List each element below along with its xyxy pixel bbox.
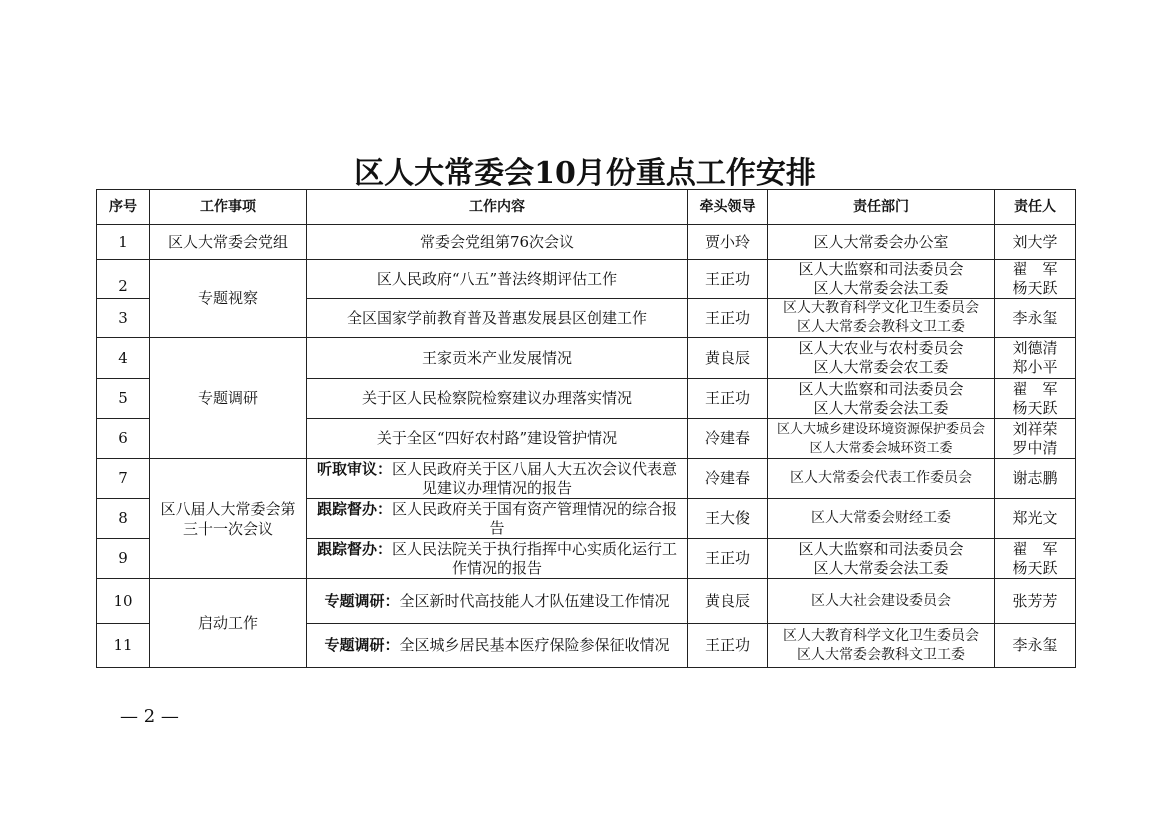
header-dept: 责任部门	[768, 190, 995, 225]
person-line: 刘德清	[1012, 339, 1058, 357]
row-dept	[768, 225, 995, 260]
row-person	[995, 260, 1076, 299]
row-leader: 冷建春	[688, 459, 768, 499]
table-row	[97, 459, 1076, 499]
row-person	[995, 539, 1076, 579]
dept-line: 区人大城乡建设环境资源保护委员会	[776, 421, 985, 437]
row-content-tag: 专题调研：	[324, 636, 400, 654]
person-line: 张芳芳	[1012, 591, 1058, 610]
work-plan-table	[96, 189, 1076, 668]
page-number: — 2 —	[120, 706, 179, 727]
person-line: 杨天跃	[1012, 398, 1058, 417]
row-content-text: 全区城乡居民基本医疗保险参保征收情况	[399, 636, 670, 654]
row-content	[307, 459, 688, 499]
row-no: 11	[97, 624, 150, 668]
row-item-text: 区八届人大常委会第三十一次会议	[160, 499, 296, 538]
row-no: 9	[97, 539, 150, 579]
person-line: 谢志鹏	[1012, 469, 1058, 487]
row-content-text: 全区新时代高技能人才队伍建设工作情况	[399, 591, 670, 610]
row-person	[995, 579, 1076, 624]
table-row	[97, 260, 1076, 299]
row-dept	[768, 539, 995, 579]
row-leader: 黄良辰	[688, 338, 768, 379]
row-content-text: 区人民政府“八五”普法终期评估工作	[376, 269, 618, 288]
row-person	[995, 459, 1076, 499]
dept-line: 区人大教育科学文化卫生委员会	[783, 627, 979, 644]
row-content	[307, 260, 688, 299]
person-line: 罗中清	[1012, 438, 1058, 457]
row-person	[995, 624, 1076, 668]
table-row	[97, 225, 1076, 260]
dept-line: 区人大常委会财经工委	[811, 510, 951, 526]
row-no: 4	[97, 338, 150, 379]
row-no: 2	[97, 260, 150, 299]
row-dept	[768, 419, 995, 459]
header-leader: 牵头领导	[688, 190, 768, 225]
header-item: 工作事项	[150, 190, 307, 225]
person-line: 郑光文	[1012, 509, 1058, 527]
header-content: 工作内容	[307, 190, 688, 225]
row-person	[995, 225, 1076, 260]
row-content-text: 区人民政府关于国有资产管理情况的综合报告	[392, 499, 678, 537]
row-no: 7	[97, 459, 150, 499]
row-person	[995, 499, 1076, 539]
row-content-text: 全区国家学前教育普及普惠发展县区创建工作	[346, 308, 647, 327]
row-no: 3	[97, 299, 150, 338]
person-line: 杨天跃	[1012, 558, 1058, 577]
row-person	[995, 379, 1076, 419]
row-dept	[768, 499, 995, 539]
row-item	[150, 459, 307, 579]
header-person: 责任人	[995, 190, 1076, 225]
row-leader: 王正功	[688, 539, 768, 579]
dept-line: 区人大监察和司法委员会	[798, 260, 964, 278]
person-line: 郑小平	[1012, 358, 1058, 376]
row-leader: 王正功	[688, 299, 768, 338]
row-content	[307, 299, 688, 338]
person-line: 翟 军	[1012, 260, 1058, 278]
row-leader: 王正功	[688, 260, 768, 299]
row-no: 1	[97, 225, 150, 260]
row-leader: 贾小玲	[688, 225, 768, 260]
row-no: 8	[97, 499, 150, 539]
row-content	[307, 338, 688, 379]
person-line: 李永玺	[1012, 636, 1058, 654]
row-dept	[768, 260, 995, 299]
row-content-text: 区人民法院关于执行指挥中心实质化运行工作情况的报告	[392, 539, 678, 577]
table-header-row	[97, 190, 1076, 225]
row-leader: 黄良辰	[688, 579, 768, 624]
header-no: 序号	[97, 190, 150, 225]
row-content	[307, 379, 688, 419]
row-content-tag: 听取审议：	[316, 459, 392, 478]
dept-line: 区人大常委会法工委	[813, 558, 949, 577]
dept-line: 区人大常委会农工委	[813, 358, 949, 376]
row-leader: 王大俊	[688, 499, 768, 539]
row-item: 专题视察	[150, 260, 307, 338]
dept-line: 区人大常委会法工委	[813, 279, 949, 297]
row-content	[307, 624, 688, 668]
table-row	[97, 579, 1076, 624]
row-content-tag: 跟踪督办：	[316, 539, 392, 558]
row-content-text: 关于全区“四好农村路”建设管护情况	[376, 429, 618, 447]
row-no: 6	[97, 419, 150, 459]
document-title: 区人大常委会10月份重点工作安排	[354, 156, 816, 191]
row-content-text: 常委会党组第76次会议	[419, 232, 575, 251]
row-dept	[768, 624, 995, 668]
row-leader: 王正功	[688, 624, 768, 668]
person-line: 刘大学	[1012, 232, 1058, 251]
row-item: 区人大常委会党组	[150, 225, 307, 260]
row-content	[307, 539, 688, 579]
dept-line: 区人大常委会法工委	[813, 398, 949, 417]
row-leader: 王正功	[688, 379, 768, 419]
row-content	[307, 579, 688, 624]
row-person	[995, 299, 1076, 338]
row-dept	[768, 299, 995, 338]
dept-line: 区人大监察和司法委员会	[798, 539, 964, 558]
dept-line: 区人大教育科学文化卫生委员会	[783, 300, 979, 316]
row-content-text: 区人民政府关于区八届人大五次会议代表意见建议办理情况的报告	[392, 459, 678, 497]
dept-line: 区人大常委会办公室	[813, 232, 949, 251]
row-no: 10	[97, 579, 150, 624]
dept-line: 区人大监察和司法委员会	[798, 379, 964, 398]
row-dept	[768, 459, 995, 499]
row-content	[307, 419, 688, 459]
row-dept	[768, 338, 995, 379]
person-line: 翟 军	[1012, 539, 1058, 558]
row-content-text: 关于区人民检察院检察建议办理落实情况	[361, 389, 632, 407]
row-person	[995, 419, 1076, 459]
row-dept	[768, 579, 995, 624]
person-line: 刘祥荣	[1012, 419, 1058, 438]
row-content-text: 王家贡米产业发展情况	[421, 348, 572, 367]
dept-line: 区人大常委会教科文卫工委	[797, 319, 965, 335]
person-line: 李永玺	[1012, 308, 1058, 327]
row-content-tag: 专题调研：	[324, 591, 400, 610]
dept-line: 区人大常委会代表工作委员会	[790, 470, 972, 486]
dept-line: 区人大农业与农村委员会	[798, 339, 964, 357]
row-content	[307, 225, 688, 260]
row-no: 5	[97, 379, 150, 419]
row-item: 专题调研	[150, 338, 307, 459]
row-content	[307, 499, 688, 539]
person-line: 翟 军	[1012, 379, 1058, 398]
row-person	[995, 338, 1076, 379]
dept-line: 区人大常委会教科文卫工委	[797, 646, 965, 663]
row-dept	[768, 379, 995, 419]
row-item: 启动工作	[150, 579, 307, 668]
row-content-tag: 跟踪督办：	[316, 499, 392, 518]
row-leader: 冷建春	[688, 419, 768, 459]
dept-line: 区人大社会建设委员会	[811, 592, 951, 609]
person-line: 杨天跃	[1012, 279, 1058, 297]
table-row	[97, 338, 1076, 379]
dept-line: 区人大常委会城环资工委	[809, 440, 953, 456]
